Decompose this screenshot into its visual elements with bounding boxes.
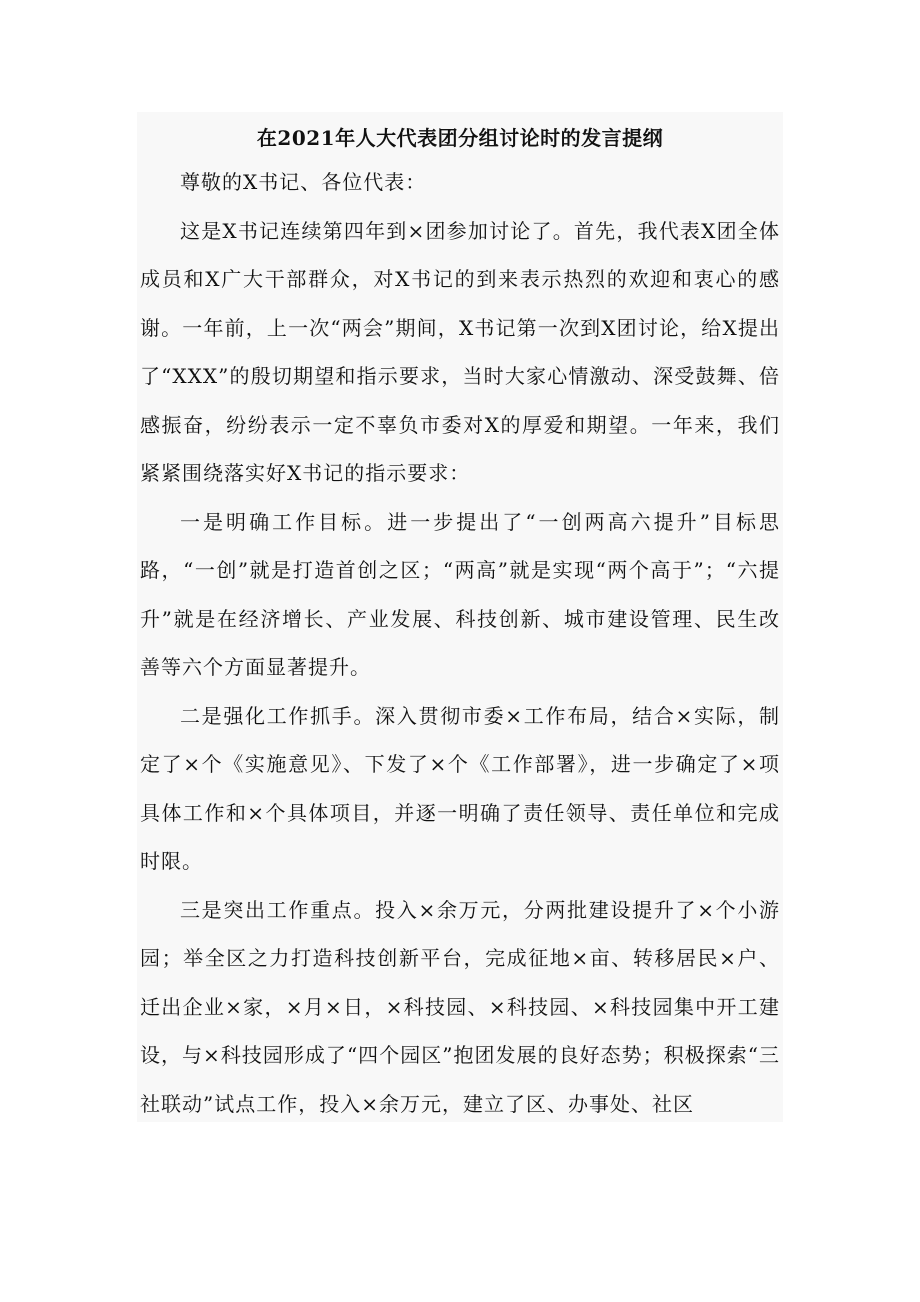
paragraph-intro: 这是X书记连续第四年到×团参加讨论了。首先，我代表X团全体成员和X广大干部群众，对X书记的到来表示热烈的欢迎和衷心的感谢。一年前，上一次“两会”期间，X书记第一次到X团讨论，给X提出了“XXX”的殷切期望和指示要求，当时大家心情激动、深受鼓舞、倍感振奋，纷纷表示一定不辜负市委对X的厚爱和期望。一年来，我们紧紧围绕落实好X书记的指示要求： xyxy=(140,218,780,485)
salutation: 尊敬的X书记、各位代表： xyxy=(180,170,427,194)
paragraph-measures: 二是强化工作抓手。深入贯彻市委×工作布局，结合×实际，制定了×个《实施意见》、下发了×个《工作部署》，进一步确定了×项具体工作和×个具体项目，并逐一明确了责任领导、责任单位和完成时限。 xyxy=(140,703,780,873)
paragraph-priorities: 三是突出工作重点。投入×余万元，分两批建设提升了×个小游园；举全区之力打造科技创新平台，完成征地×亩、转移居民×户、迁出企业×家，×月×日，×科技园、×科技园、×科技园集中开工建设，与×科技园形成了“四个园区”抱团发展的良好态势；积极探索“三社联动”试点工作，投入×余万元，建立了区、办事处、社区 xyxy=(140,897,780,1116)
document-content xyxy=(140,118,780,1128)
paragraph-goals: 一是明确工作目标。进一步提出了“一创两高六提升”目标思路，“一创”就是打造首创之区；“两高”就是实现“两个高于”；“六提升”就是在经济增长、产业发展、科技创新、城市建设管理、民生改善等六个方面显著提升。 xyxy=(140,509,780,679)
document-title: 在2021年人大代表团分组讨论时的发言提纲 xyxy=(256,126,664,150)
